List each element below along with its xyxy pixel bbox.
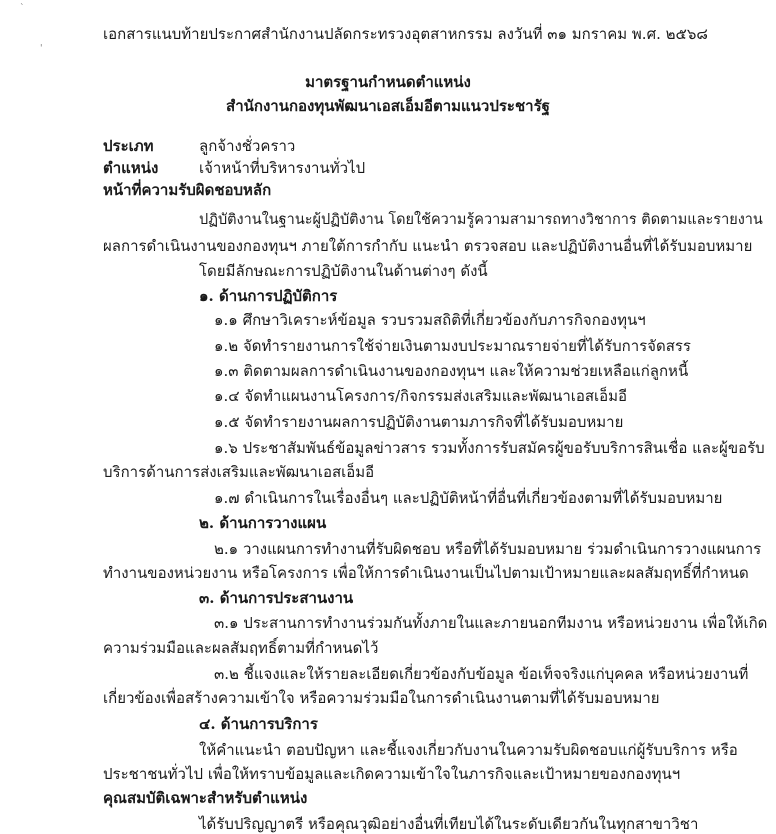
section-3-item-1-line1: ๓.๑ ประสานการทำงานร่วมกันทั้งภายในและภายนอกทีมงาน หรือหน่วยงาน เพื่อให้เกิด (214, 614, 768, 632)
section-4-line2: ประชาชนทั่วไป เพื่อให้ทราบข้อมูลและเกิดความเข้าใจในภารกิจและเป้าหมายของกองทุนฯ (103, 765, 681, 783)
section-1-item-5: ๑.๕ จัดทำรายงานผลการปฏิบัติงานตามภารกิจที่ได้รับมอบหมาย (214, 413, 624, 431)
document-subtitle: สำนักงานกองทุนพัฒนาเอสเอ็มอีตามแนวประชารัฐ (226, 97, 550, 115)
duties-intro-line2: ผลการดำเนินงานของกองทุนฯ ภายใต้การกำกับ แนะนำ ตรวจสอบ และปฏิบัติงานอื่นที่ได้รับมอบหมาย (103, 237, 753, 255)
section-3-item-1-line2: ความร่วมมือและผลสัมฤทธิ์ตามที่กำหนดไว้ (103, 639, 379, 657)
section-1-item-3: ๑.๓ ติดตามผลการดำเนินงานของกองทุนฯ และให้ความช่วยเหลือแก่ลูกหนี้ (214, 362, 689, 380)
qualifications-heading: คุณสมบัติเฉพาะสำหรับตำแหน่ง (103, 789, 308, 807)
section-1-item-2: ๑.๒ จัดทำรายงานการใช้จ่ายเงินตามงบประมาณรายจ่ายที่ได้รับการจัดสรร (214, 337, 691, 355)
duties-heading: หน้าที่ความรับผิดชอบหลัก (103, 181, 272, 199)
scan-mark-left: ' (40, 44, 43, 54)
qualifications-line1: ได้รับปริญญาตรี หรือคุณวุฒิอย่างอื่นที่เทียบได้ในระดับเดียวกันในทุกสาขาวิชา (199, 815, 699, 833)
section-1-item-6-line1: ๑.๖ ประชาสัมพันธ์ข้อมูลข่าวสาร รวมทั้งการรับสมัครผู้ขอรับบริการสินเชื่อ และผู้ขอรับ (214, 439, 765, 457)
section-1-item-6-line2: บริการด้านการส่งเสริมและพัฒนาเอสเอ็มอี (103, 463, 375, 481)
duties-intro-line3: โดยมีลักษณะการปฏิบัติงานในด้านต่างๆ ดังนี้ (199, 262, 488, 280)
section-2-title: ๒. ด้านการวางแผน (199, 514, 327, 532)
position-value: เจ้าหน้าที่บริหารงานทั่วไป (199, 159, 366, 177)
section-1-item-1: ๑.๑ ศึกษาวิเคราะห์ข้อมูล รวบรวมสถิติที่เกี่ยวข้องกับภารกิจกองทุนฯ (214, 311, 646, 329)
section-2-item-1-line1: ๒.๑ วางแผนการทำงานที่รับผิดชอบ หรือที่ได้รับมอบหมาย ร่วมดำเนินการวางแผนการ (214, 540, 762, 558)
section-3-item-2-line1: ๓.๒ ชี้แจงและให้รายละเอียดเกี่ยวข้องกับข้อมูล ข้อเท็จจริงแก่บุคคล หรือหน่วยงานที่ (214, 665, 749, 683)
section-1-item-7: ๑.๗ ดำเนินการในเรื่องอื่นๆ และปฏิบัติหน้าที่อื่นที่เกี่ยวข้องตามที่ได้รับมอบหมาย (214, 489, 723, 507)
section-1-item-4: ๑.๔ จัดทำแผนงานโครงการ/กิจกรรมส่งเสริมและพัฒนาเอสเอ็มอี (214, 387, 628, 405)
position-label: ตำแหน่ง (103, 159, 159, 177)
duties-intro-line1: ปฏิบัติงานในฐานะผู้ปฏิบัติงาน โดยใช้ความรู้ความสามารถทางวิชาการ ติดตามและรายงาน (199, 212, 763, 228)
section-4-title: ๔. ด้านการบริการ (199, 715, 318, 733)
section-3-title: ๓. ด้านการประสานงาน (199, 589, 354, 607)
type-label: ประเภท (103, 137, 154, 155)
section-4-line1: ให้คำแนะนำ ตอบปัญหา และชี้แจงเกี่ยวกับงานในความรับผิดชอบแก่ผู้รับบริการ หรือ (199, 741, 738, 759)
type-value: ลูกจ้างชั่วคราว (199, 137, 296, 155)
scan-mark-top: ` (20, 4, 25, 14)
section-2-item-1-line2: ทำงานของหน่วยงาน หรือโครงการ เพื่อให้การดำเนินงานเป็นไปตามเป้าหมายและผลสัมฤทธิ์ที่กำหนด (103, 564, 749, 582)
section-3-item-2-line2: เกี่ยวข้องเพื่อสร้างความเข้าใจ หรือความร่วมมือในการดำเนินงานตามที่ได้รับมอบหมาย (103, 689, 660, 707)
section-1-title: ๑. ด้านการปฏิบัติการ (199, 287, 338, 305)
document-title: มาตรฐานกำหนดตำแหน่ง (305, 73, 471, 91)
header-note: เอกสารแนบท้ายประกาศสำนักงานปลัดกระทรวงอุตสาหกรรม ลงวันที่ ๓๑ มกราคม พ.ศ. ๒๕๖๘ (103, 25, 708, 43)
